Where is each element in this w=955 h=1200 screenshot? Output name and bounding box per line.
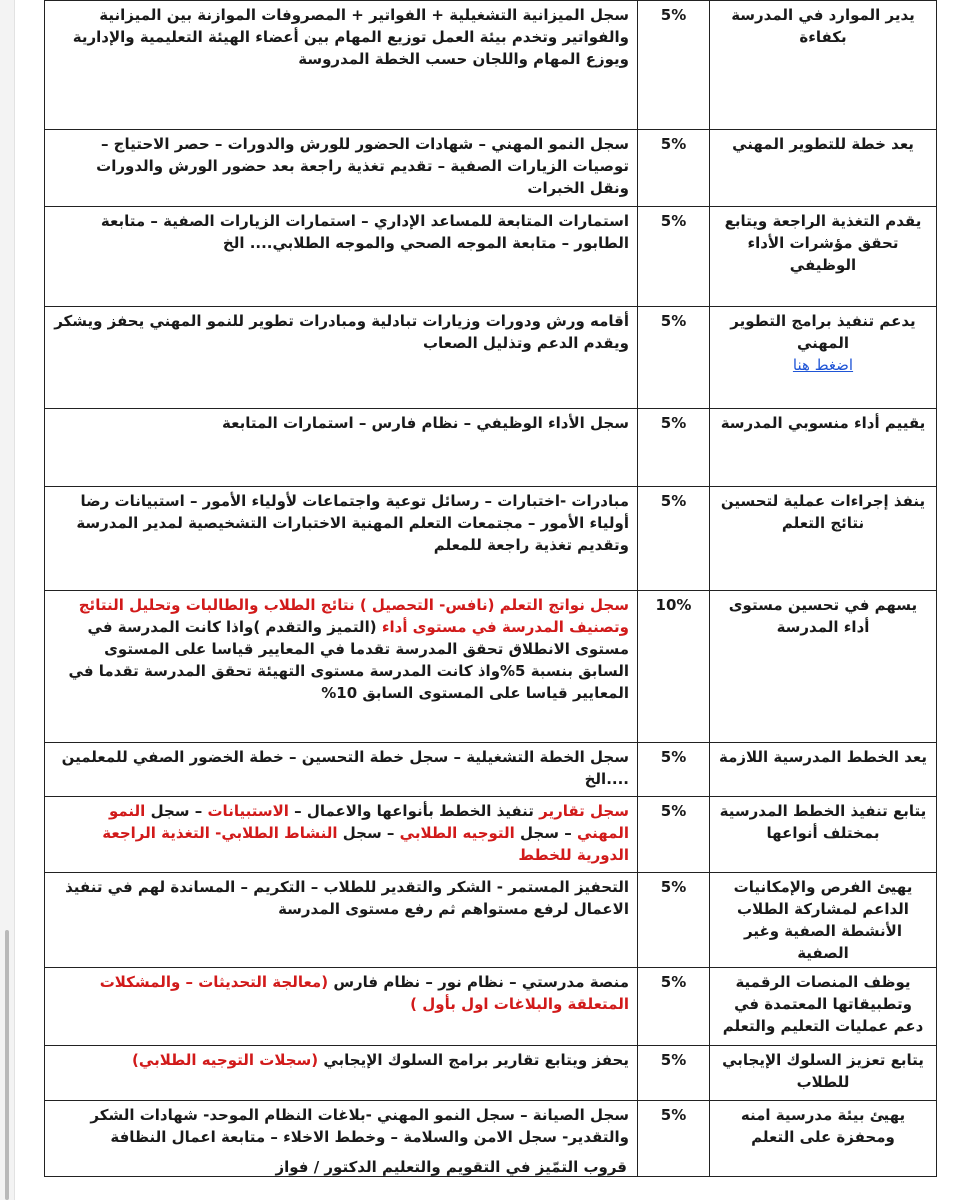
table-row (45, 130, 937, 207)
indicator-cell: يتابع تعزيز السلوك الإيجابي للطلاب (710, 1046, 937, 1101)
indicator-cell (710, 307, 937, 409)
evidence-text: منصة مدرستي – نظام نور – نظام فارس (333, 973, 629, 991)
table-row (45, 797, 937, 873)
evidence-red-text: (معالجة التحديثات – والمشكلات المتعلقة والبلاغات اول بأول ) (99, 973, 629, 1013)
evidence-cell: سجل النمو المهني – شهادات الحضور للورش والدورات – حصر الاحتياج – توصيات الزيارات الصفية – تقديم تغذية راجعة بعد حضور الورش والدورات ونقل الخبرات (45, 130, 638, 207)
evaluation-table (44, 0, 937, 1177)
indicator-cell: يدير الموارد في المدرسة بكفاءة (710, 1, 937, 130)
evidence-red-text: (سجلات التوجيه الطلابي) (132, 1051, 319, 1069)
weight-cell: 5% (638, 743, 710, 797)
table-row (45, 307, 937, 409)
weight-cell: 5% (638, 1, 710, 130)
indicator-text: يدعم تنفيذ برامج التطوير المهني (730, 312, 916, 352)
weight-cell: 5% (638, 797, 710, 873)
indicator-cell: يقدم التغذية الراجعة ويتابع تحقق مؤشرات الأداء الوظيفي (710, 207, 937, 307)
table-row (45, 968, 937, 1046)
evidence-cell (45, 1046, 638, 1101)
weight-cell: 5% (638, 1046, 710, 1101)
table-row (45, 487, 937, 591)
evidence-red-text: النشاط الطلابي- التغذية الراجعة الدورية للخطط (102, 824, 629, 864)
weight-cell: 10% (638, 591, 710, 743)
weight-cell: 5% (638, 307, 710, 409)
table-row (45, 1046, 937, 1101)
indicator-cell: يعد الخطط المدرسية اللازمة (710, 743, 937, 797)
evidence-cell: سجل الأداء الوظيفي – نظام فارس – استمارات المتابعة (45, 409, 638, 487)
indicator-cell: يهيئ الفرص والإمكانيات الداعم لمشاركة الطلاب الأنشطة الصفية وغير الصفية (710, 873, 937, 968)
evidence-red-text: النمو المهني (108, 802, 629, 842)
evidence-cell: استمارات المتابعة للمساعد الإداري – استمارات الزيارات الصفية – متابعة الطابور – متابعة الموجه الصحي والموجه الطلابي.... الخ (45, 207, 638, 307)
footer-credit: قروب التمّيز في التقويم والتعليم الدكتور / فواز (275, 1158, 627, 1176)
click-here-link[interactable]: اضغط هنا (792, 356, 854, 374)
weight-cell: 5% (638, 873, 710, 968)
table-row (45, 1, 937, 130)
table-row (45, 207, 937, 307)
weight-cell: 5% (638, 207, 710, 307)
evidence-cell (45, 797, 638, 873)
evidence-cell: التحفيز المستمر - الشكر والتقدير للطلاب – التكريم – المساندة لهم في تنفيذ الاعمال لرفع مستواهم ثم رفع مستوى المدرسة (45, 873, 638, 968)
evidence-text: – سجل (342, 824, 395, 842)
weight-cell: 5% (638, 130, 710, 207)
evidence-cell: سجل الميزانية التشغيلية + الفواتير + المصروفات الموازنة بين الميزانية والفواتير وتخدم بيئة العمل توزيع المهام بين أعضاء الهيئة التعليمية والإدارية ويوزع المهام واللجان حسب الخطة المدروسة (45, 1, 638, 130)
evidence-cell: مبادرات -اختبارات – رسائل توعية واجتماعات لأولياء الأمور – استبيانات رضا أولياء الأمور – مجتمعات التعلم المهنية الاختبارات التشخيصية لمدير المدرسة وتقديم تغذية راجعة للمعلم (45, 487, 638, 591)
evidence-cell: سجل الصيانة – سجل النمو المهني -بلاغات النظام الموحد- شهادات الشكر والتقدير- سجل الامن والسلامة – وخطط الاخلاء – متابعة اعمال النظافة (45, 1101, 638, 1177)
table-row (45, 591, 937, 743)
weight-cell: 5% (638, 968, 710, 1046)
weight-cell: 5% (638, 1101, 710, 1177)
evidence-cell: سجل الخطة التشغيلية – سجل خطة التحسين – خطة الخضور الصفي للمعلمين ....الخ (45, 743, 638, 797)
table-row (45, 873, 937, 968)
evidence-red-text: سجل تقارير (539, 802, 629, 820)
weight-cell: 5% (638, 409, 710, 487)
evidence-text: تنفيذ الخطط بأنواعها والاعمال – (294, 802, 534, 820)
indicator-cell: يتابع تنفيذ الخطط المدرسية بمختلف أنواعها (710, 797, 937, 873)
evidence-text: يحفز ويتابع تقارير برامج السلوك الإيجابي (323, 1051, 629, 1069)
evidence-cell (45, 591, 638, 743)
indicator-cell: يوظف المنصات الرقمية وتطبيقاتها المعتمدة في دعم عمليات التعليم والتعلم (710, 968, 937, 1046)
evidence-text: – سجل (150, 802, 203, 820)
indicator-cell: يهيئ بيئة مدرسية امنه ومحفزة على التعلم (710, 1101, 937, 1177)
table-row (45, 743, 937, 797)
evidence-text: (التميز والتقدم )واذا كانت المدرسة في مستوى الانطلاق تحقق المدرسة تقدما في المعايير قياسا على المستوى السابق بنسبة 5%واذ كانت المدرسة مستوى التهيئة تحقق المدرسة تقدما في المعايير قياسا على المستوى السابق 10% (68, 618, 629, 702)
evidence-red-text: سجل نواتج التعلم (نافس- التحصيل ) نتائج الطلاب والطالبات وتحليل النتائج وتصنيف المدرسة في مستوى أداء (78, 596, 629, 636)
indicator-cell: يسهم في تحسين مستوى أداء المدرسة (710, 591, 937, 743)
evidence-red-text: التوجيه الطلابي (399, 824, 515, 842)
table-row (45, 409, 937, 487)
indicator-cell: يعد خطة للتطوير المهني (710, 130, 937, 207)
evidence-cell (45, 968, 638, 1046)
evidence-text: – سجل (520, 824, 572, 842)
indicator-cell: يقييم أداء منسوبي المدرسة (710, 409, 937, 487)
indicator-cell: ينفذ إجراءات عملية لتحسين نتائج التعلم (710, 487, 937, 591)
scrollbar-thumb[interactable] (5, 930, 9, 1200)
evidence-red-text: الاستبيانات (207, 802, 289, 820)
weight-cell: 5% (638, 487, 710, 591)
evidence-cell: أقامه ورش ودورات وزيارات تبادلية ومبادرات تطوير للنمو المهني يحفز ويشكر ويقدم الدعم وتذليل الصعاب (45, 307, 638, 409)
left-page-edge (0, 0, 15, 1200)
